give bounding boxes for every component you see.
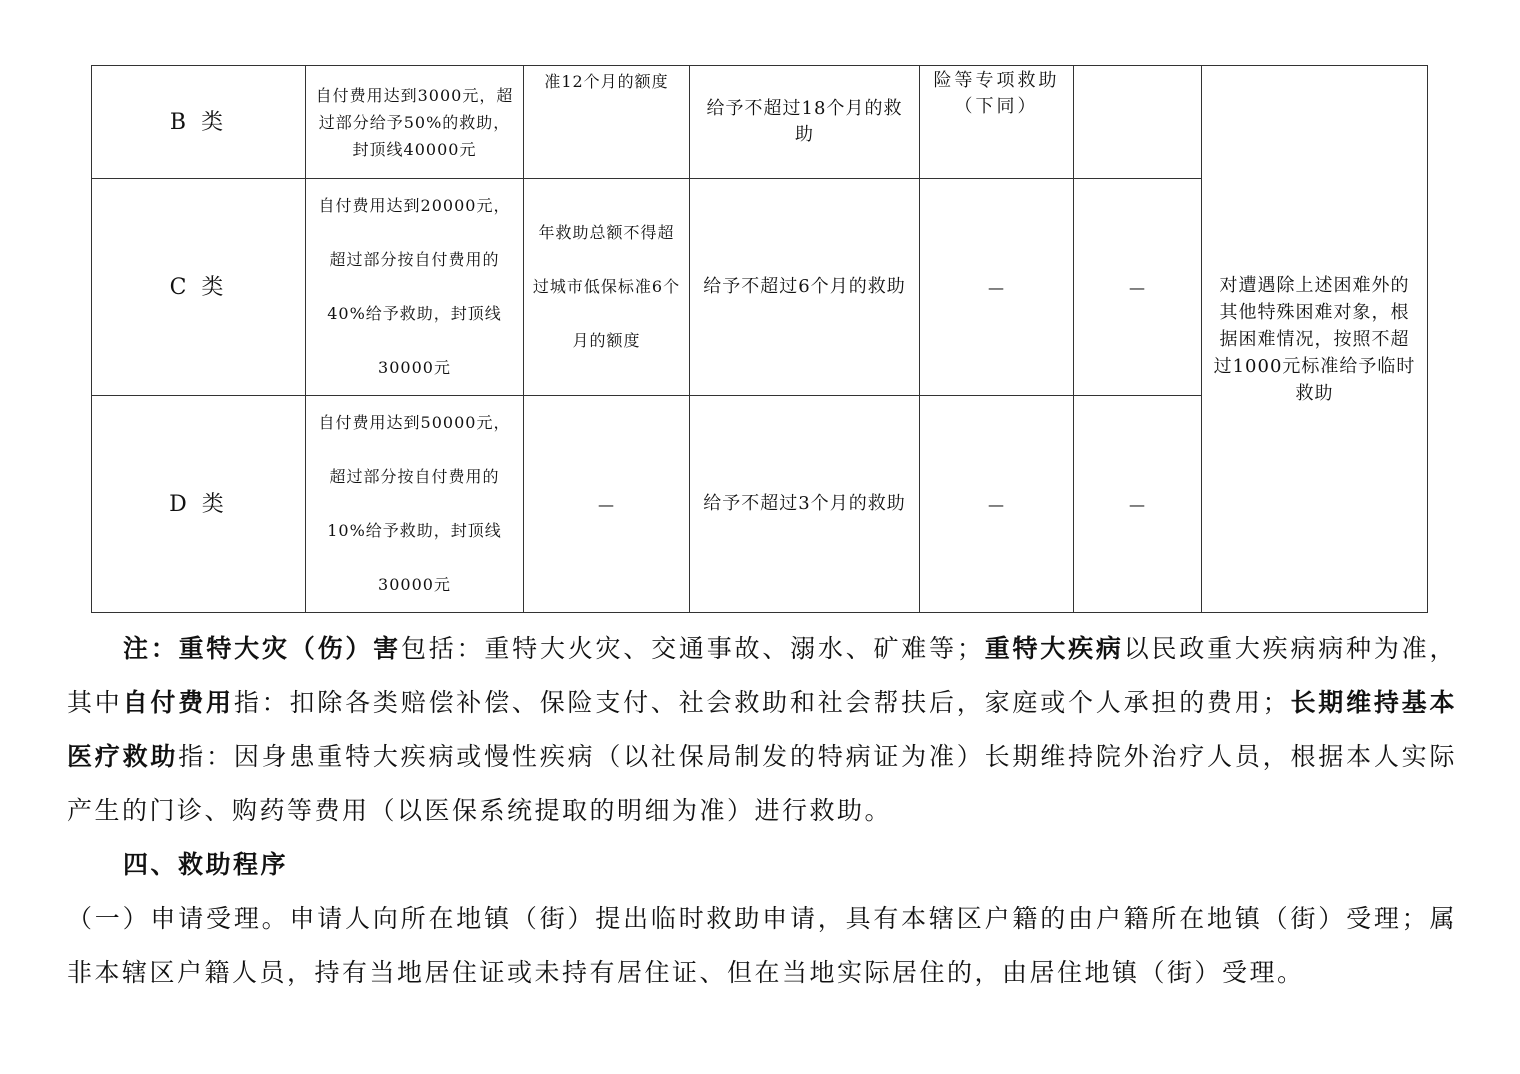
- other-cell: —: [1074, 396, 1202, 613]
- special-assistance-cell: —: [920, 179, 1074, 396]
- long-term-cell: 给予不超过6个月的救助: [690, 179, 920, 396]
- note-term: 自付费用: [122, 688, 234, 717]
- category-cell: D 类: [92, 396, 306, 613]
- other-special-difficulty-cell: 对遭遇除上述困难外的其他特殊困难对象，根据困难情况，按照不超过1000元标准给予临时救助: [1202, 66, 1428, 613]
- category-cell: B 类: [92, 66, 306, 179]
- assistance-standards-table: [91, 65, 1428, 613]
- special-assistance-cell: 险等专项救助（下同）: [920, 66, 1074, 179]
- note-text: 指：扣除各类赔偿补偿、保险支付、社会救助和社会帮扶后，家庭或个人承担的费用；: [233, 688, 1291, 717]
- medical-assistance-cell: 自付费用达到50000元，超过部分按自付费用的10%给予救助，封顶线30000元: [306, 396, 524, 613]
- other-cell: —: [1074, 179, 1202, 396]
- basic-living-cell: —: [524, 396, 690, 613]
- note-term: 重特大灾（伤）害: [178, 634, 401, 663]
- medical-assistance-cell: 自付费用达到3000元，超过部分给予50%的救助，封顶线40000元: [306, 66, 524, 179]
- application-acceptance-paragraph: （一）申请受理。申请人向所在地镇（街）提出临时救助申请，具有本辖区户籍的由户籍所在地镇（街）受理；属非本辖区户籍人员，持有当地居住证或未持有居住证、但在当地实际居住的，由居住地镇（街）受理。: [67, 904, 1457, 987]
- long-term-cell: 给予不超过3个月的救助: [690, 396, 920, 613]
- table-row: [92, 66, 1428, 179]
- note-text: 指：因身患重特大疾病或慢性疾病（以社保局制发的特病证为准）长期维持院外治疗人员，根据本人实际产生的门诊、购药等费用（以医保系统提取的明细为准）进行救助。: [67, 742, 1457, 825]
- note-prefix: 注：: [123, 634, 179, 663]
- long-term-cell: 给予不超过18个月的救助: [690, 66, 920, 179]
- special-assistance-cell: —: [920, 396, 1074, 613]
- note-text: 以民政重大疾病病种为准，其中: [67, 634, 1457, 717]
- other-cell: [1074, 66, 1202, 179]
- category-cell: C 类: [92, 179, 306, 396]
- note-term: 长期维持基本医疗救助: [67, 688, 1457, 771]
- table-note: [67, 622, 1457, 838]
- basic-living-cell: 准12个月的额度: [524, 66, 690, 179]
- basic-living-cell: 年救助总额不得超过城市低保标准6个月的额度: [524, 179, 690, 396]
- medical-assistance-cell: 自付费用达到20000元，超过部分按自付费用的40%给予救助，封顶线30000元: [306, 179, 524, 396]
- note-text: 包括：重特大火灾、交通事故、溺水、矿难等；: [400, 634, 985, 663]
- section-heading: 四、救助程序: [123, 850, 289, 879]
- note-term: 重特大疾病: [984, 634, 1124, 663]
